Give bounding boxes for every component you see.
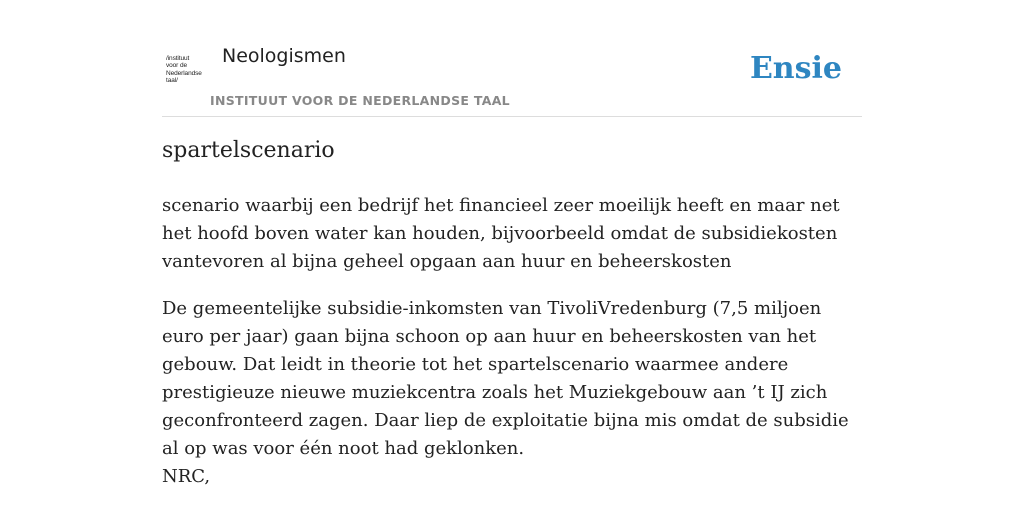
site-name[interactable]: Neologismen — [222, 45, 346, 67]
org-name: INSTITUUT VOOR DE NEDERLANDSE TAAL — [210, 93, 510, 108]
logo-line: voor de — [166, 62, 187, 70]
ensie-brand-logo[interactable]: Ensie — [749, 51, 842, 86]
entry-word: spartelscenario — [162, 138, 335, 163]
content-container — [162, 0, 862, 487]
entry-example: De gemeentelijke subsidie-inkomsten van TivoliVredenburg (7,5 miljoen euro per jaar) gaan bijna schoon op aan huur en beheerskosten van het gebouw. Dat leidt in theorie tot het spartelscenario waarmee andere prestigieuze nieuwe muziekcentra zoals het Muziekgebouw aan ’t IJ zich geconfronteerd zagen. Daar liep de exploitatie bijna mis omdat de subsidie al op was voor één noot had geklonken. — [162, 298, 849, 459]
entry-example-block — [162, 295, 862, 491]
header — [162, 0, 862, 117]
logo-line: Nederlandse — [166, 69, 202, 77]
logo-line: taal/ — [166, 77, 178, 85]
entry-definition: scenario waarbij een bedrijf het financieel zeer moeilijk heeft en maar net het hoofd boven water kan houden, bijvoorbeeld omdat de subsidiekosten vantevoren al bijna geheel opgaan aan huur en beheerskosten — [162, 195, 840, 272]
logo-line: /instituut — [166, 55, 190, 62]
entry-source: NRC, — [162, 466, 211, 487]
ivdnt-logo[interactable] — [166, 55, 206, 89]
